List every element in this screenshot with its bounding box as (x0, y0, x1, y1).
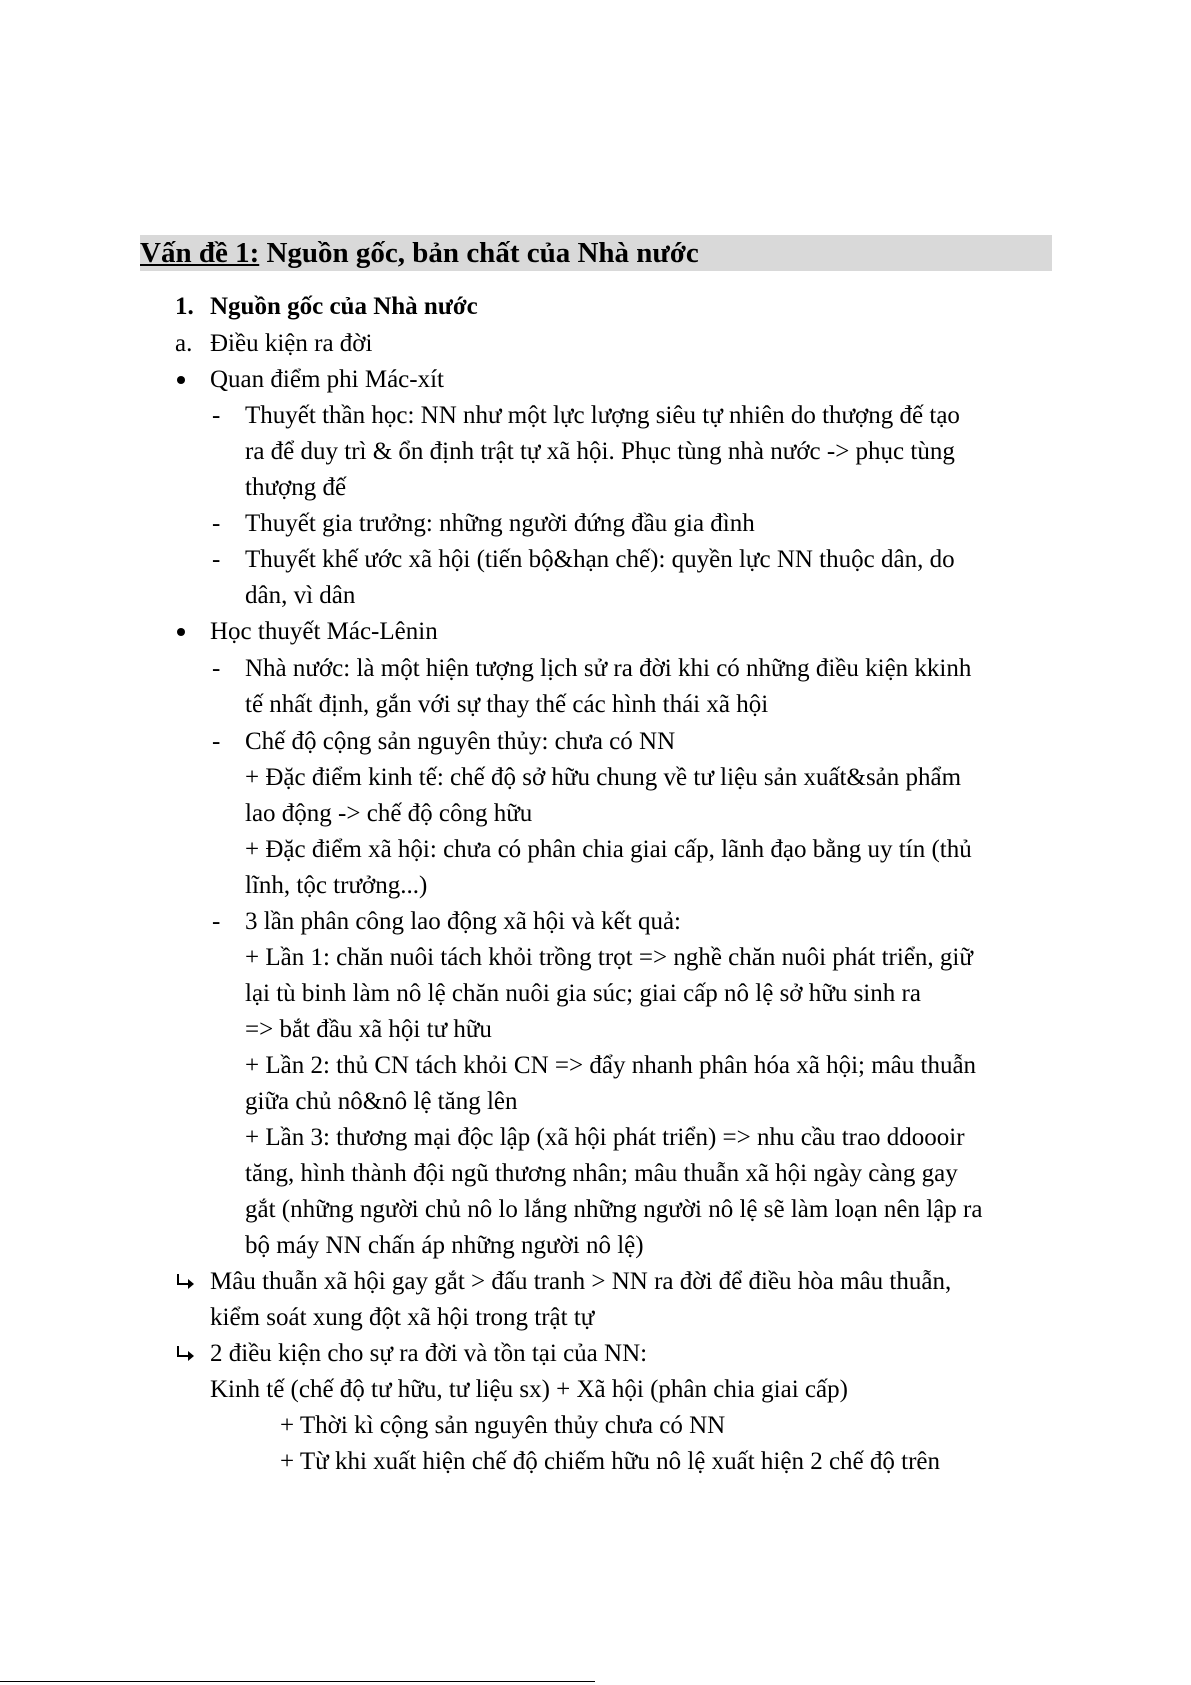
list-line: tế nhất định, gắn với sự thay thế các hình thái xã hội (245, 691, 769, 718)
list-line: lĩnh, tộc trưởng...) (245, 872, 428, 899)
list-line: + Lần 2: thủ CN tách khỏi CN => đẩy nhanh phân hóa xã hội; mâu thuẫn (245, 1052, 977, 1079)
list-line: ra để duy trì & ổn định trật tự xã hội. Phục tùng nhà nước -> phục tùng (245, 438, 955, 465)
list-line: Thuyết gia trưởng: những người đứng đầu gia đình (245, 510, 755, 537)
list-line: Thuyết khế ước xã hội (tiến bộ&hạn chế): quyền lực NN thuộc dân, do (245, 546, 955, 573)
list-line: Thuyết thần học: NN như một lực lượng siêu tự nhiên do thượng đế tạo (245, 402, 960, 429)
list-line: lại tù binh làm nô lệ chăn nuôi gia súc; giai cấp nô lệ sở hữu sinh ra (245, 980, 921, 1007)
page-title-text: Nguồn gốc, bản chất của Nhà nước (259, 237, 699, 269)
list-line: gắt (những người chủ nô lo lắng những người nô lệ sẽ làm loạn nên lập ra (245, 1196, 983, 1223)
dash-marker: - (212, 402, 221, 429)
list-line: + Lần 3: thương mại độc lập (xã hội phát triển) => nhu cầu trao ddoooir (245, 1124, 965, 1151)
list-line: lao động -> chế độ công hữu (245, 800, 533, 827)
list-line: => bắt đầu xã hội tư hữu (245, 1016, 492, 1043)
arrow-bullet-icon (175, 1272, 197, 1294)
conclusion-line: Kinh tế (chế độ tư hữu, tư liệu sx) + Xã hội (phân chia giai cấp) (210, 1376, 848, 1403)
list-line: thượng đế (245, 474, 347, 501)
sub-point: + Thời kì cộng sản nguyên thủy chưa có NN (280, 1412, 726, 1439)
list-line: + Đặc điểm kinh tế: chế độ sở hữu chung về tư liệu sản xuất&sản phẩm (245, 764, 962, 791)
sub-point: + Từ khi xuất hiện chế độ chiếm hữu nô lệ xuất hiện 2 chế độ trên (280, 1448, 941, 1475)
subsection-marker: a. (175, 330, 193, 357)
arrow-bullet-icon (175, 1344, 197, 1366)
subsection-title: Điều kiện ra đời (210, 330, 373, 357)
page-title (140, 236, 699, 270)
footer-divider (0, 1681, 595, 1682)
list-line: giữa chủ nô&nô lệ tăng lên (245, 1088, 518, 1115)
list-line: bộ máy NN chấn áp những người nô lệ) (245, 1232, 644, 1259)
list-line: dân, vì dân (245, 582, 356, 609)
bullet-icon (177, 376, 185, 384)
dash-marker: - (212, 728, 221, 755)
conclusion-line: Mâu thuẫn xã hội gay gắt > đấu tranh > NN ra đời để điều hòa mâu thuẫn, (210, 1268, 952, 1295)
section-number: 1. (175, 293, 194, 320)
section-title: Nguồn gốc của Nhà nước (210, 293, 478, 320)
list-line: + Lần 1: chăn nuôi tách khỏi trồng trọt => nghề chăn nuôi phát triển, giữ (245, 944, 973, 971)
list-line: tăng, hình thành đội ngũ thương nhân; mâu thuẫn xã hội ngày càng gay (245, 1160, 958, 1187)
dash-marker: - (212, 510, 221, 537)
bullet-icon (177, 628, 185, 636)
bullet-label: Học thuyết Mác-Lênin (210, 618, 438, 645)
conclusion-line: kiểm soát xung đột xã hội trong trật tự (210, 1304, 595, 1331)
list-line: + Đặc điểm xã hội: chưa có phân chia giai cấp, lãnh đạo bằng uy tín (thủ (245, 836, 972, 863)
conclusion-line: 2 điều kiện cho sự ra đời và tồn tại của NN: (210, 1340, 648, 1367)
list-line: 3 lần phân công lao động xã hội và kết quả: (245, 908, 681, 935)
bullet-label: Quan điểm phi Mác-xít (210, 366, 444, 393)
list-line: Chế độ cộng sản nguyên thủy: chưa có NN (245, 728, 676, 755)
page-title-label: Vấn đề 1: (140, 237, 260, 269)
list-line: Nhà nước: là một hiện tượng lịch sử ra đời khi có những điều kiện kkinh (245, 655, 972, 682)
dash-marker: - (212, 655, 221, 682)
dash-marker: - (212, 546, 221, 573)
dash-marker: - (212, 908, 221, 935)
